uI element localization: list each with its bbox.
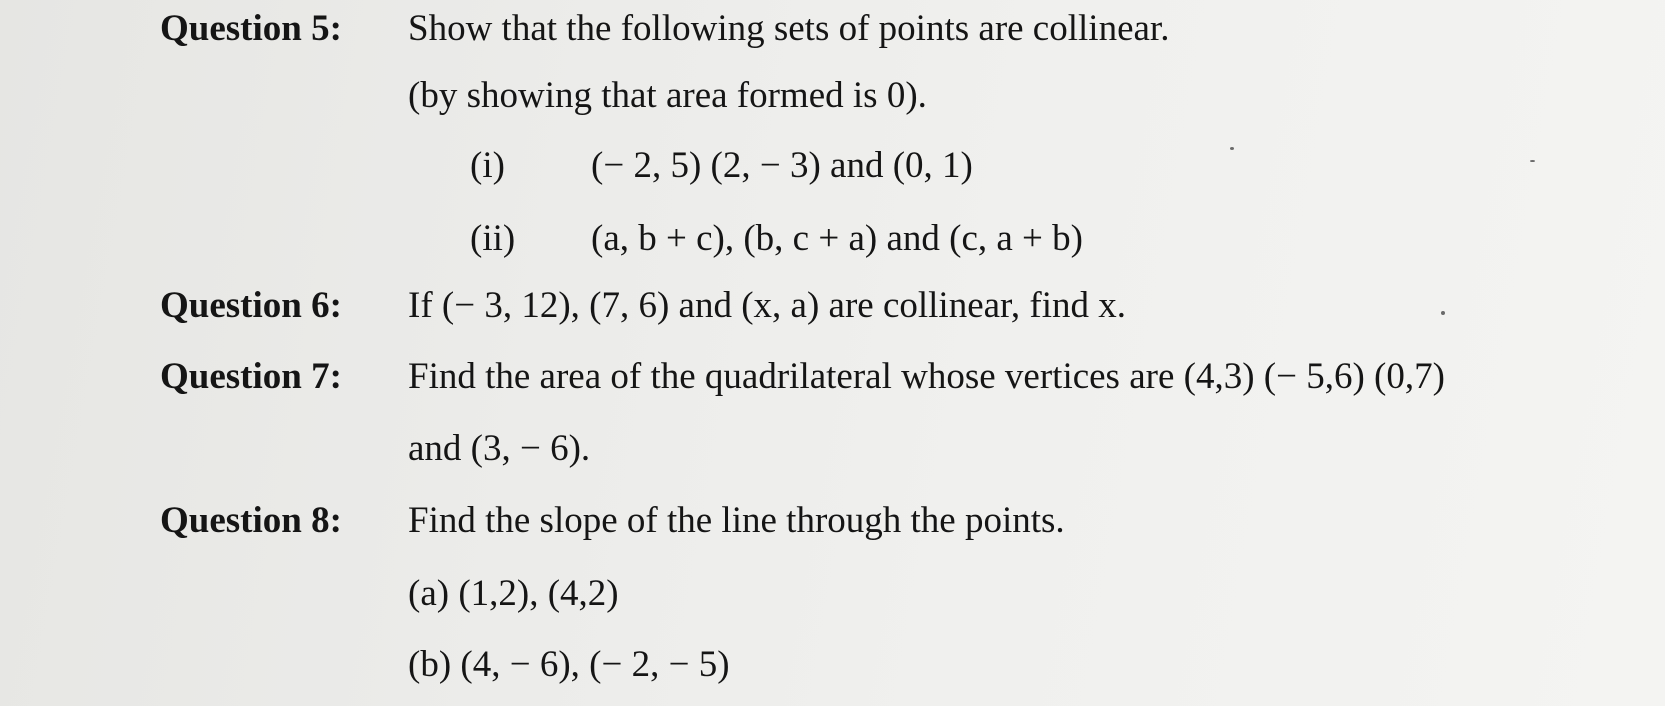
paper-speck (1441, 311, 1445, 315)
question-6-label: Question 6: (160, 285, 342, 326)
question-8-part-b: (b) (4, − 6), (− 2, − 5) (408, 644, 730, 685)
question-7-label: Question 7: (160, 356, 342, 397)
question-5-part-ii-text: (a, b + c), (b, c + a) and (c, a + b) (591, 218, 1083, 259)
question-8-label: Question 8: (160, 500, 342, 541)
paper-speck (1530, 160, 1535, 162)
question-5-part-i-number: (i) (470, 145, 505, 186)
question-7-text-line-1: Find the area of the quadrilateral whose vertices are (4,3) (− 5,6) (0,7) (408, 356, 1445, 397)
question-5-part-ii-number: (ii) (470, 218, 516, 259)
question-5-part-i-text: (− 2, 5) (2, − 3) and (0, 1) (591, 145, 973, 186)
question-5-text-line-1: Show that the following sets of points are collinear. (408, 8, 1170, 49)
paper-speck (1230, 147, 1234, 150)
question-7-text-line-2: and (3, − 6). (408, 428, 591, 469)
question-5-label: Question 5: (160, 8, 342, 49)
question-8-part-a: (a) (1,2), (4,2) (408, 573, 619, 614)
question-5-text-line-2: (by showing that area formed is 0). (408, 75, 927, 116)
question-8-text: Find the slope of the line through the points. (408, 500, 1065, 541)
question-6-text: If (− 3, 12), (7, 6) and (x, a) are collinear, find x. (408, 285, 1126, 326)
